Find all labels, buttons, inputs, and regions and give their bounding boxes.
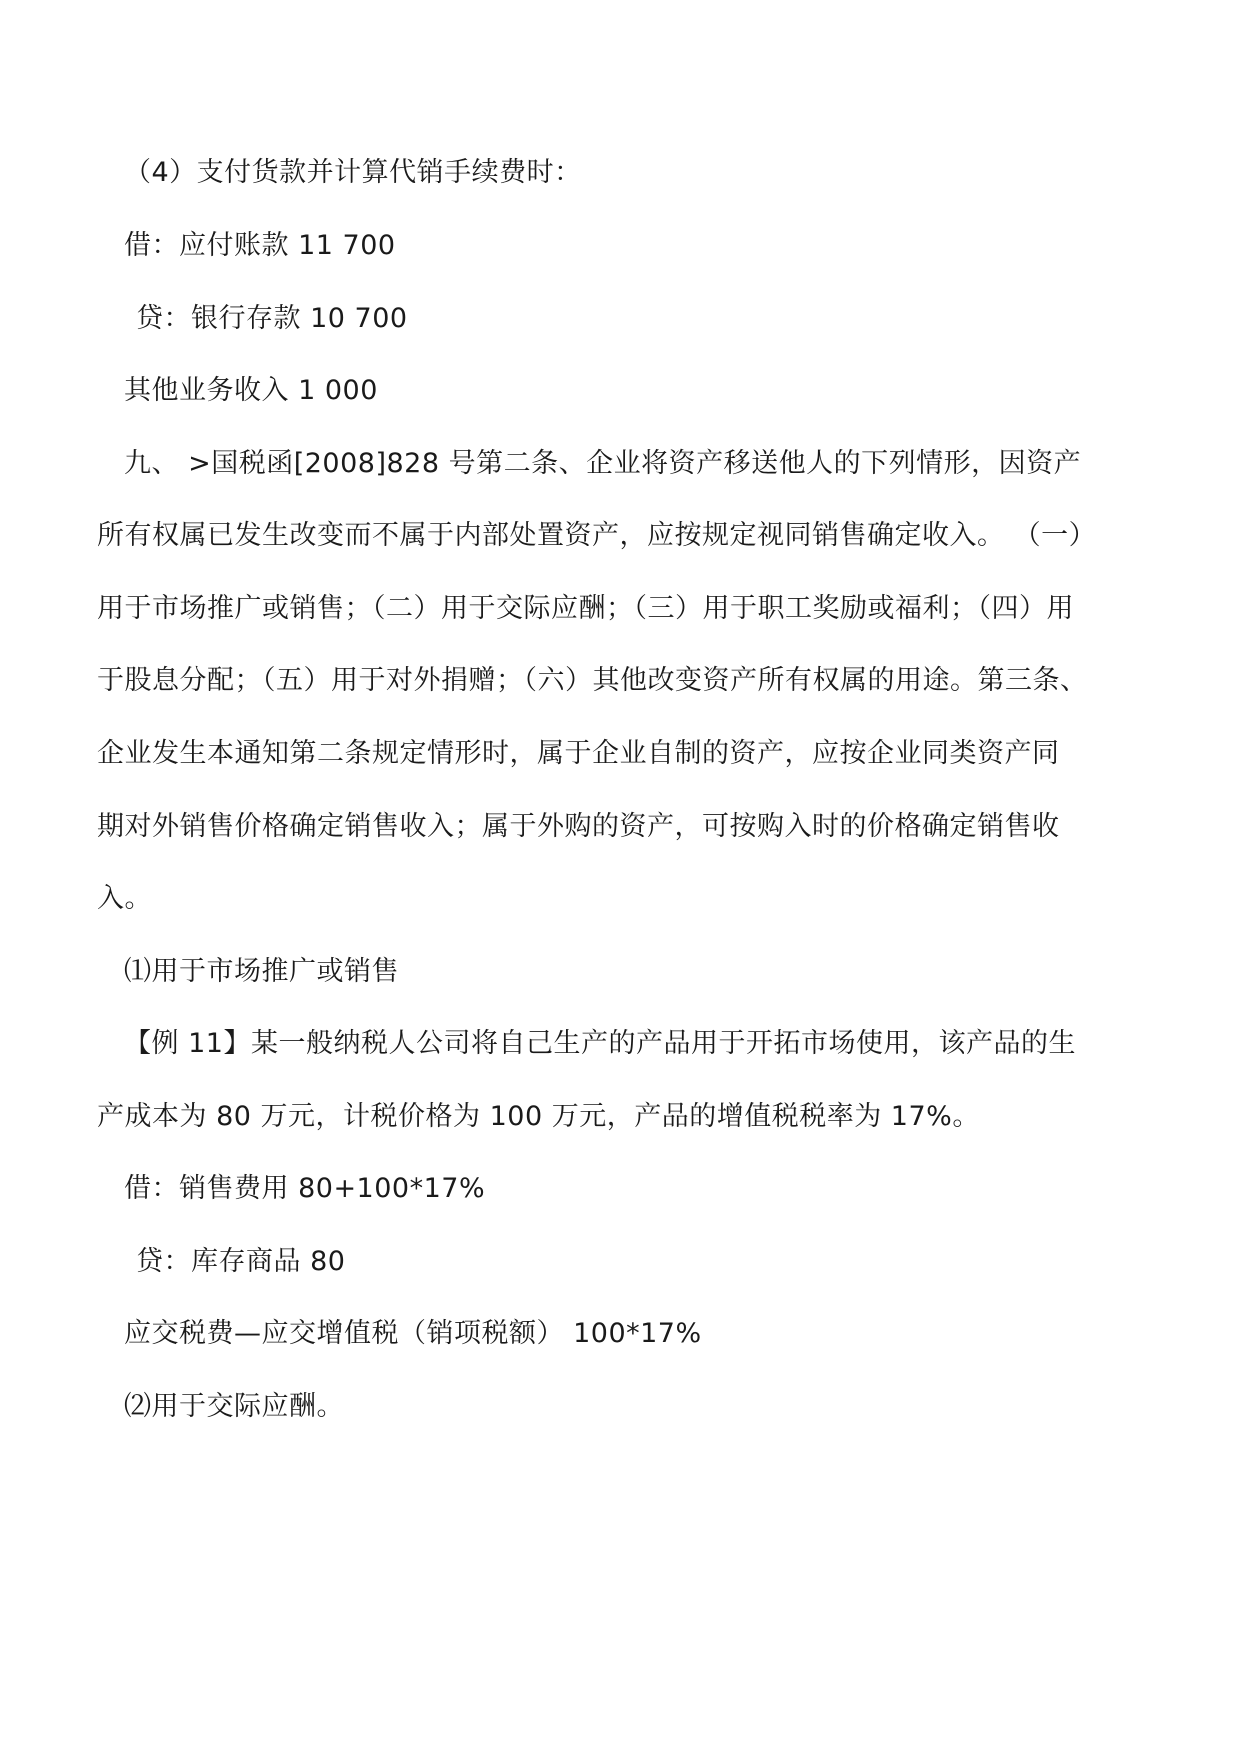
text-line: 于股息分配；（五）用于对外捐赠；（六）其他改变资产所有权属的用途。第三条、 xyxy=(97,665,1088,696)
text-line: 期对外销售价格确定销售收入；属于外购的资产，可按购入时的价格确定销售收 xyxy=(97,811,1060,842)
text-line: 贷：库存商品 80 xyxy=(136,1246,346,1277)
text-line: 产成本为 80 万元，计税价格为 100 万元，产品的增值税税率为 17%。 xyxy=(97,1101,980,1132)
text-line: 借：销售费用 80+100*17% xyxy=(124,1173,486,1204)
text-line: 【例 11】某一般纳税人公司将自己生产的产品用于开拓市场使用，该产品的生 xyxy=(124,1028,1076,1059)
text-line: 用于市场推广或销售；（二）用于交际应酬；（三）用于职工奖励或福利；（四）用 xyxy=(97,593,1074,624)
text-line: 企业发生本通知第二条规定情形时，属于企业自制的资产，应按企业同类资产同 xyxy=(97,738,1060,769)
text-line: 九、 >国税函[2008]828 号第二条、企业将资产移送他人的下列情形，因资产 xyxy=(124,448,1082,479)
text-line: 其他业务收入 1 000 xyxy=(124,375,378,406)
text-line: 所有权属已发生改变而不属于内部处置资产，应按规定视同销售确定收入。 （一） xyxy=(97,520,1097,551)
text-line: ⑵用于交际应酬。 xyxy=(124,1391,344,1422)
text-line: ⑴用于市场推广或销售 xyxy=(124,956,399,987)
text-line: 借：应付账款 11 700 xyxy=(124,230,396,261)
text-line: 入。 xyxy=(97,883,152,914)
text-line: 应交税费—应交增值税（销项税额） 100*17% xyxy=(124,1318,702,1349)
text-line: （4）支付货款并计算代销手续费时： xyxy=(124,157,582,188)
text-line: 贷：银行存款 10 700 xyxy=(136,303,408,334)
